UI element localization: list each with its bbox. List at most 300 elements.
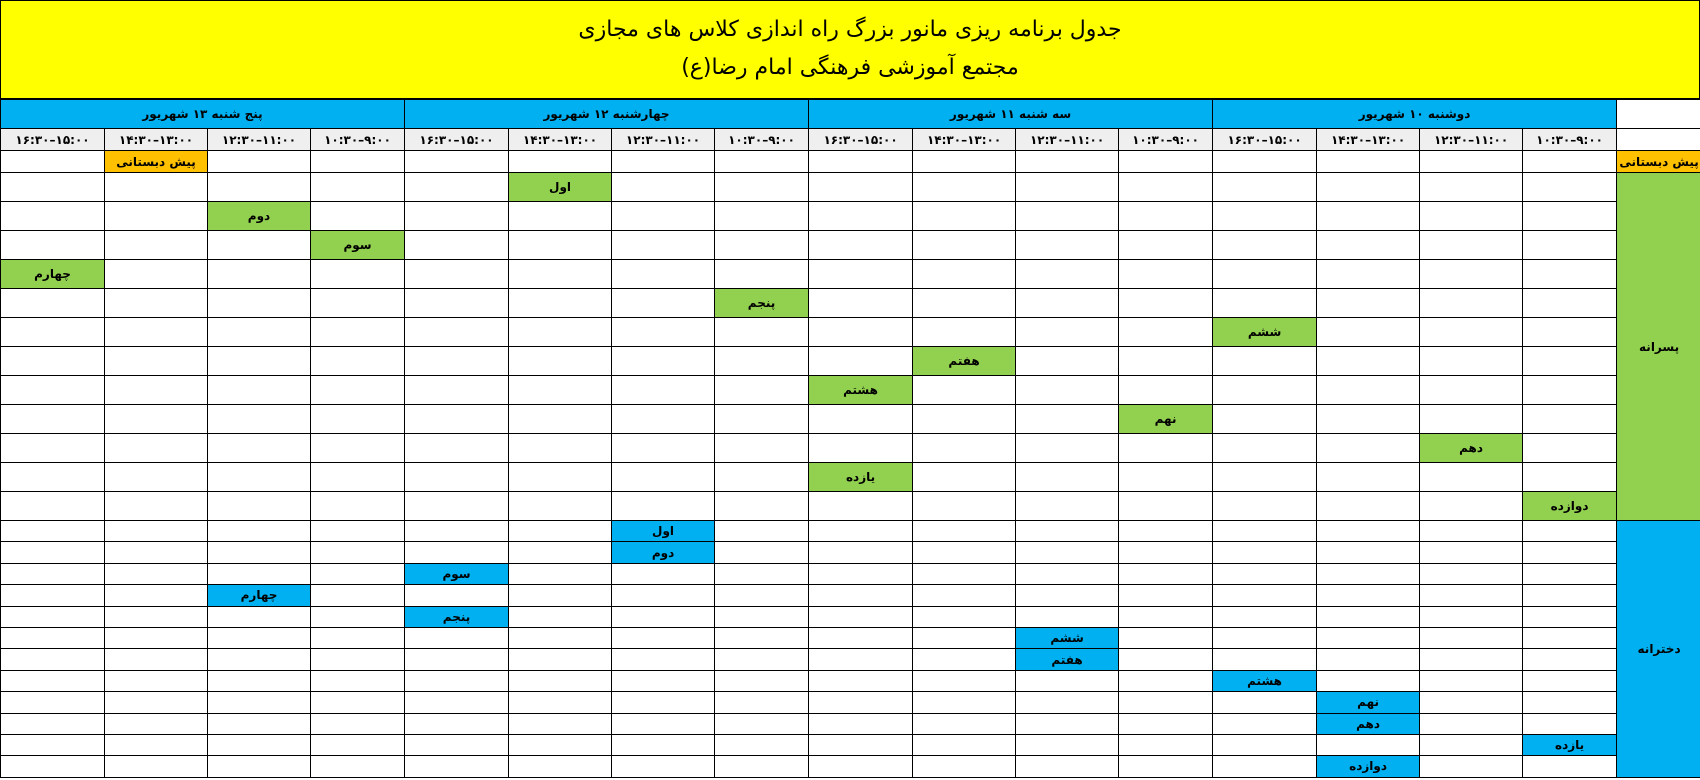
- empty-cell: [509, 151, 612, 173]
- empty-cell: [405, 289, 509, 318]
- scheduled-class-cell: هفتم: [913, 347, 1016, 376]
- empty-cell: [509, 405, 612, 434]
- empty-cell: [509, 627, 612, 648]
- empty-cell: [509, 318, 612, 347]
- empty-cell: [1119, 563, 1213, 584]
- empty-cell: [105, 463, 208, 492]
- empty-cell: [509, 585, 612, 606]
- empty-cell: [1016, 692, 1119, 713]
- empty-cell: [208, 713, 311, 734]
- empty-cell: [1016, 231, 1119, 260]
- empty-cell: [913, 260, 1016, 289]
- time-slot-header: ۱۳:۰۰–۱۴:۳۰: [1317, 129, 1420, 151]
- schedule-row: [1, 434, 1700, 463]
- empty-cell: [1, 542, 105, 563]
- empty-cell: [405, 202, 509, 231]
- empty-cell: [715, 734, 809, 755]
- empty-cell: [1, 231, 105, 260]
- empty-cell: [1317, 734, 1420, 755]
- empty-cell: [913, 434, 1016, 463]
- empty-cell: [1420, 405, 1523, 434]
- empty-cell: [715, 405, 809, 434]
- empty-cell: [1523, 542, 1617, 563]
- empty-cell: [1119, 347, 1213, 376]
- empty-cell: [208, 289, 311, 318]
- time-slot-header: ۹:۰۰–۱۰:۳۰: [1119, 129, 1213, 151]
- empty-cell: [715, 542, 809, 563]
- empty-cell: [809, 434, 913, 463]
- empty-cell: [405, 463, 509, 492]
- sheet-title: جدول برنامه ریزی مانور بزرگ راه اندازی کلاس های مجازی: [578, 17, 1122, 42]
- empty-cell: [105, 585, 208, 606]
- empty-cell: [311, 563, 405, 584]
- empty-cell: [913, 173, 1016, 202]
- empty-cell: [1016, 542, 1119, 563]
- schedule-row: [1, 492, 1700, 521]
- empty-cell: [509, 231, 612, 260]
- empty-cell: [612, 692, 715, 713]
- schedule-row: [1, 585, 1700, 606]
- empty-cell: [509, 492, 612, 521]
- empty-cell: [1119, 289, 1213, 318]
- empty-cell: [612, 649, 715, 670]
- empty-cell: [311, 492, 405, 521]
- empty-cell: [1, 713, 105, 734]
- empty-cell: [405, 542, 509, 563]
- empty-cell: [1213, 289, 1317, 318]
- empty-cell: [809, 173, 913, 202]
- empty-cell: [1523, 563, 1617, 584]
- empty-cell: [1016, 521, 1119, 542]
- empty-cell: [208, 734, 311, 755]
- empty-cell: [405, 173, 509, 202]
- empty-cell: [208, 231, 311, 260]
- empty-cell: [1523, 376, 1617, 405]
- empty-cell: [311, 734, 405, 755]
- sheet-subtitle: مجتمع آموزشی فرهنگی امام رضا(ع): [681, 55, 1019, 80]
- empty-cell: [715, 173, 809, 202]
- empty-cell: [1119, 376, 1213, 405]
- schedule-row: [1, 463, 1700, 492]
- empty-cell: [1317, 289, 1420, 318]
- empty-cell: [1213, 260, 1317, 289]
- empty-cell: [311, 670, 405, 691]
- scheduled-class-cell: نهم: [1317, 692, 1420, 713]
- empty-cell: [809, 692, 913, 713]
- empty-cell: [1317, 670, 1420, 691]
- scheduled-class-cell: دوم: [612, 542, 715, 563]
- schedule-row: [1, 713, 1700, 734]
- empty-cell: [1, 405, 105, 434]
- empty-cell: [1523, 670, 1617, 691]
- empty-cell: [405, 585, 509, 606]
- schedule-row: [1, 627, 1700, 648]
- empty-cell: [105, 202, 208, 231]
- empty-cell: [612, 405, 715, 434]
- corner-cell: [1617, 129, 1700, 151]
- empty-cell: [612, 376, 715, 405]
- schedule-row: [1, 649, 1700, 670]
- empty-cell: [809, 260, 913, 289]
- empty-cell: [809, 492, 913, 521]
- scheduled-class-cell: دوازده: [1523, 492, 1617, 521]
- time-slot-header: ۱۱:۰۰–۱۲:۳۰: [1420, 129, 1523, 151]
- empty-cell: [1119, 692, 1213, 713]
- empty-cell: [715, 231, 809, 260]
- empty-cell: [405, 713, 509, 734]
- empty-cell: [1119, 260, 1213, 289]
- empty-cell: [1420, 606, 1523, 627]
- empty-cell: [509, 606, 612, 627]
- empty-cell: [1, 734, 105, 755]
- empty-cell: [1523, 756, 1617, 777]
- empty-cell: [1213, 376, 1317, 405]
- empty-cell: [1317, 649, 1420, 670]
- empty-cell: [1317, 260, 1420, 289]
- empty-cell: [1213, 606, 1317, 627]
- empty-cell: [105, 289, 208, 318]
- empty-cell: [1420, 542, 1523, 563]
- empty-cell: [105, 492, 208, 521]
- empty-cell: [105, 376, 208, 405]
- empty-cell: [1523, 318, 1617, 347]
- empty-cell: [1, 649, 105, 670]
- empty-cell: [612, 347, 715, 376]
- empty-cell: [1420, 756, 1523, 777]
- empty-cell: [105, 542, 208, 563]
- empty-cell: [715, 202, 809, 231]
- empty-cell: [311, 756, 405, 777]
- empty-cell: [1523, 585, 1617, 606]
- empty-cell: [1016, 318, 1119, 347]
- scheduled-class-cell: دوم: [208, 202, 311, 231]
- empty-cell: [1, 627, 105, 648]
- empty-cell: [1523, 521, 1617, 542]
- scheduled-class-cell: پنجم: [405, 606, 509, 627]
- empty-cell: [1523, 151, 1617, 173]
- empty-cell: [913, 405, 1016, 434]
- empty-cell: [208, 151, 311, 173]
- empty-cell: [105, 231, 208, 260]
- schedule-row: [1, 692, 1700, 713]
- empty-cell: [809, 606, 913, 627]
- empty-cell: [1119, 627, 1213, 648]
- empty-cell: [809, 231, 913, 260]
- empty-cell: [1317, 202, 1420, 231]
- empty-cell: [509, 434, 612, 463]
- empty-cell: [1, 670, 105, 691]
- empty-cell: [1523, 173, 1617, 202]
- empty-cell: [208, 563, 311, 584]
- empty-cell: [913, 151, 1016, 173]
- empty-cell: [1119, 521, 1213, 542]
- empty-cell: [1213, 585, 1317, 606]
- empty-cell: [311, 173, 405, 202]
- scheduled-class-cell: یازده: [809, 463, 913, 492]
- empty-cell: [715, 151, 809, 173]
- schedule-row: [1, 151, 1700, 173]
- empty-cell: [913, 231, 1016, 260]
- empty-cell: [105, 606, 208, 627]
- empty-cell: [612, 585, 715, 606]
- empty-cell: [1420, 231, 1523, 260]
- empty-cell: [1119, 670, 1213, 691]
- schedule-row: [1, 347, 1700, 376]
- time-slot-header: ۹:۰۰–۱۰:۳۰: [715, 129, 809, 151]
- empty-cell: [1420, 670, 1523, 691]
- empty-cell: [105, 347, 208, 376]
- empty-cell: [1317, 542, 1420, 563]
- scheduled-class-cell: ششم: [1016, 627, 1119, 648]
- empty-cell: [105, 756, 208, 777]
- empty-cell: [715, 463, 809, 492]
- empty-cell: [208, 318, 311, 347]
- time-slot-header: ۱۵:۰۰–۱۶:۳۰: [405, 129, 509, 151]
- empty-cell: [1213, 713, 1317, 734]
- empty-cell: [105, 521, 208, 542]
- scheduled-class-cell: اول: [509, 173, 612, 202]
- empty-cell: [1016, 734, 1119, 755]
- empty-cell: [311, 713, 405, 734]
- empty-cell: [715, 692, 809, 713]
- empty-cell: [809, 289, 913, 318]
- empty-cell: [913, 563, 1016, 584]
- empty-cell: [509, 347, 612, 376]
- empty-cell: [208, 405, 311, 434]
- time-header-row: [1, 129, 1700, 151]
- empty-cell: [405, 692, 509, 713]
- empty-cell: [1016, 670, 1119, 691]
- empty-cell: [1, 376, 105, 405]
- empty-cell: [913, 542, 1016, 563]
- group-label-boys: پسرانه: [1617, 173, 1700, 521]
- empty-cell: [612, 713, 715, 734]
- empty-cell: [1317, 585, 1420, 606]
- empty-cell: [1420, 585, 1523, 606]
- empty-cell: [1213, 563, 1317, 584]
- empty-cell: [1, 173, 105, 202]
- empty-cell: [105, 627, 208, 648]
- scheduled-class-cell: چهارم: [208, 585, 311, 606]
- schedule-row: [1, 376, 1700, 405]
- empty-cell: [809, 756, 913, 777]
- empty-cell: [405, 434, 509, 463]
- empty-cell: [913, 734, 1016, 755]
- time-slot-header: ۱۱:۰۰–۱۲:۳۰: [1016, 129, 1119, 151]
- empty-cell: [715, 347, 809, 376]
- empty-cell: [612, 463, 715, 492]
- empty-cell: [1420, 563, 1523, 584]
- empty-cell: [913, 463, 1016, 492]
- empty-cell: [1, 202, 105, 231]
- schedule-row: [1, 318, 1700, 347]
- scheduled-class-cell: اول: [612, 521, 715, 542]
- empty-cell: [1317, 405, 1420, 434]
- schedule-row: [1, 521, 1700, 542]
- empty-cell: [612, 202, 715, 231]
- time-slot-header: ۹:۰۰–۱۰:۳۰: [311, 129, 405, 151]
- empty-cell: [405, 521, 509, 542]
- empty-cell: [405, 734, 509, 755]
- empty-cell: [913, 670, 1016, 691]
- empty-cell: [1016, 756, 1119, 777]
- empty-cell: [1213, 521, 1317, 542]
- day-header-row: [1, 100, 1700, 129]
- empty-cell: [715, 670, 809, 691]
- empty-cell: [405, 347, 509, 376]
- empty-cell: [1317, 606, 1420, 627]
- empty-cell: [311, 692, 405, 713]
- empty-cell: [1016, 260, 1119, 289]
- empty-cell: [311, 318, 405, 347]
- empty-cell: [1213, 405, 1317, 434]
- schedule-row: [1, 734, 1700, 755]
- empty-cell: [1523, 202, 1617, 231]
- empty-cell: [1, 606, 105, 627]
- empty-cell: [809, 713, 913, 734]
- empty-cell: [105, 692, 208, 713]
- empty-cell: [809, 405, 913, 434]
- empty-cell: [105, 405, 208, 434]
- empty-cell: [311, 260, 405, 289]
- empty-cell: [1317, 563, 1420, 584]
- scheduled-class-cell: ششم: [1213, 318, 1317, 347]
- empty-cell: [1016, 606, 1119, 627]
- empty-cell: [509, 521, 612, 542]
- schedule-row: [1, 231, 1700, 260]
- time-slot-header: ۹:۰۰–۱۰:۳۰: [1523, 129, 1617, 151]
- empty-cell: [509, 376, 612, 405]
- empty-cell: [1119, 585, 1213, 606]
- empty-cell: [913, 585, 1016, 606]
- empty-cell: [405, 260, 509, 289]
- empty-cell: [208, 692, 311, 713]
- empty-cell: [1420, 521, 1523, 542]
- empty-cell: [715, 585, 809, 606]
- empty-cell: [405, 649, 509, 670]
- empty-cell: [1119, 734, 1213, 755]
- empty-cell: [1317, 627, 1420, 648]
- empty-cell: [1016, 492, 1119, 521]
- empty-cell: [1119, 542, 1213, 563]
- time-slot-header: ۱۵:۰۰–۱۶:۳۰: [1213, 129, 1317, 151]
- empty-cell: [208, 542, 311, 563]
- empty-cell: [1523, 649, 1617, 670]
- empty-cell: [913, 627, 1016, 648]
- empty-cell: [1420, 347, 1523, 376]
- empty-cell: [1016, 585, 1119, 606]
- empty-cell: [208, 260, 311, 289]
- empty-cell: [1420, 260, 1523, 289]
- empty-cell: [208, 434, 311, 463]
- group-label-preschool: پیش دبستانی: [1617, 151, 1700, 173]
- empty-cell: [311, 542, 405, 563]
- empty-cell: [1213, 347, 1317, 376]
- empty-cell: [1523, 434, 1617, 463]
- empty-cell: [1420, 649, 1523, 670]
- empty-cell: [1, 151, 105, 173]
- empty-cell: [1213, 151, 1317, 173]
- title-banner: [0, 0, 1700, 99]
- empty-cell: [1523, 606, 1617, 627]
- schedule-row: [1, 202, 1700, 231]
- empty-cell: [208, 376, 311, 405]
- empty-cell: [1523, 231, 1617, 260]
- empty-cell: [1119, 173, 1213, 202]
- schedule-row: [1, 173, 1700, 202]
- empty-cell: [1, 347, 105, 376]
- empty-cell: [311, 202, 405, 231]
- empty-cell: [509, 756, 612, 777]
- empty-cell: [913, 692, 1016, 713]
- empty-cell: [1317, 173, 1420, 202]
- empty-cell: [1420, 202, 1523, 231]
- empty-cell: [405, 627, 509, 648]
- empty-cell: [1420, 713, 1523, 734]
- empty-cell: [715, 627, 809, 648]
- empty-cell: [913, 318, 1016, 347]
- empty-cell: [1119, 649, 1213, 670]
- time-slot-header: ۱۵:۰۰–۱۶:۳۰: [809, 129, 913, 151]
- empty-cell: [509, 563, 612, 584]
- empty-cell: [208, 606, 311, 627]
- empty-cell: [1016, 202, 1119, 231]
- empty-cell: [405, 151, 509, 173]
- empty-cell: [1523, 260, 1617, 289]
- empty-cell: [1213, 231, 1317, 260]
- empty-cell: [612, 670, 715, 691]
- empty-cell: [612, 173, 715, 202]
- empty-cell: [809, 627, 913, 648]
- time-slot-header: ۱۵:۰۰–۱۶:۳۰: [1, 129, 105, 151]
- empty-cell: [913, 376, 1016, 405]
- empty-cell: [809, 542, 913, 563]
- empty-cell: [715, 606, 809, 627]
- empty-cell: [1213, 627, 1317, 648]
- empty-cell: [509, 260, 612, 289]
- schedule-table: [0, 99, 1700, 778]
- empty-cell: [1, 585, 105, 606]
- empty-cell: [208, 649, 311, 670]
- empty-cell: [1119, 202, 1213, 231]
- empty-cell: [612, 434, 715, 463]
- empty-cell: [509, 542, 612, 563]
- empty-cell: [208, 670, 311, 691]
- time-slot-header: ۱۳:۰۰–۱۴:۳۰: [913, 129, 1016, 151]
- empty-cell: [809, 585, 913, 606]
- empty-cell: [105, 173, 208, 202]
- empty-cell: [1213, 542, 1317, 563]
- empty-cell: [1, 756, 105, 777]
- empty-cell: [509, 649, 612, 670]
- empty-cell: [208, 627, 311, 648]
- empty-cell: [208, 521, 311, 542]
- empty-cell: [1119, 231, 1213, 260]
- empty-cell: [1016, 289, 1119, 318]
- empty-cell: [311, 585, 405, 606]
- empty-cell: [509, 202, 612, 231]
- empty-cell: [405, 405, 509, 434]
- scheduled-class-cell: نهم: [1119, 405, 1213, 434]
- empty-cell: [1, 692, 105, 713]
- empty-cell: [1420, 318, 1523, 347]
- empty-cell: [1016, 347, 1119, 376]
- empty-cell: [1317, 521, 1420, 542]
- group-label-girls: دخترانه: [1617, 521, 1700, 778]
- empty-cell: [1317, 231, 1420, 260]
- empty-cell: [405, 318, 509, 347]
- empty-cell: [809, 670, 913, 691]
